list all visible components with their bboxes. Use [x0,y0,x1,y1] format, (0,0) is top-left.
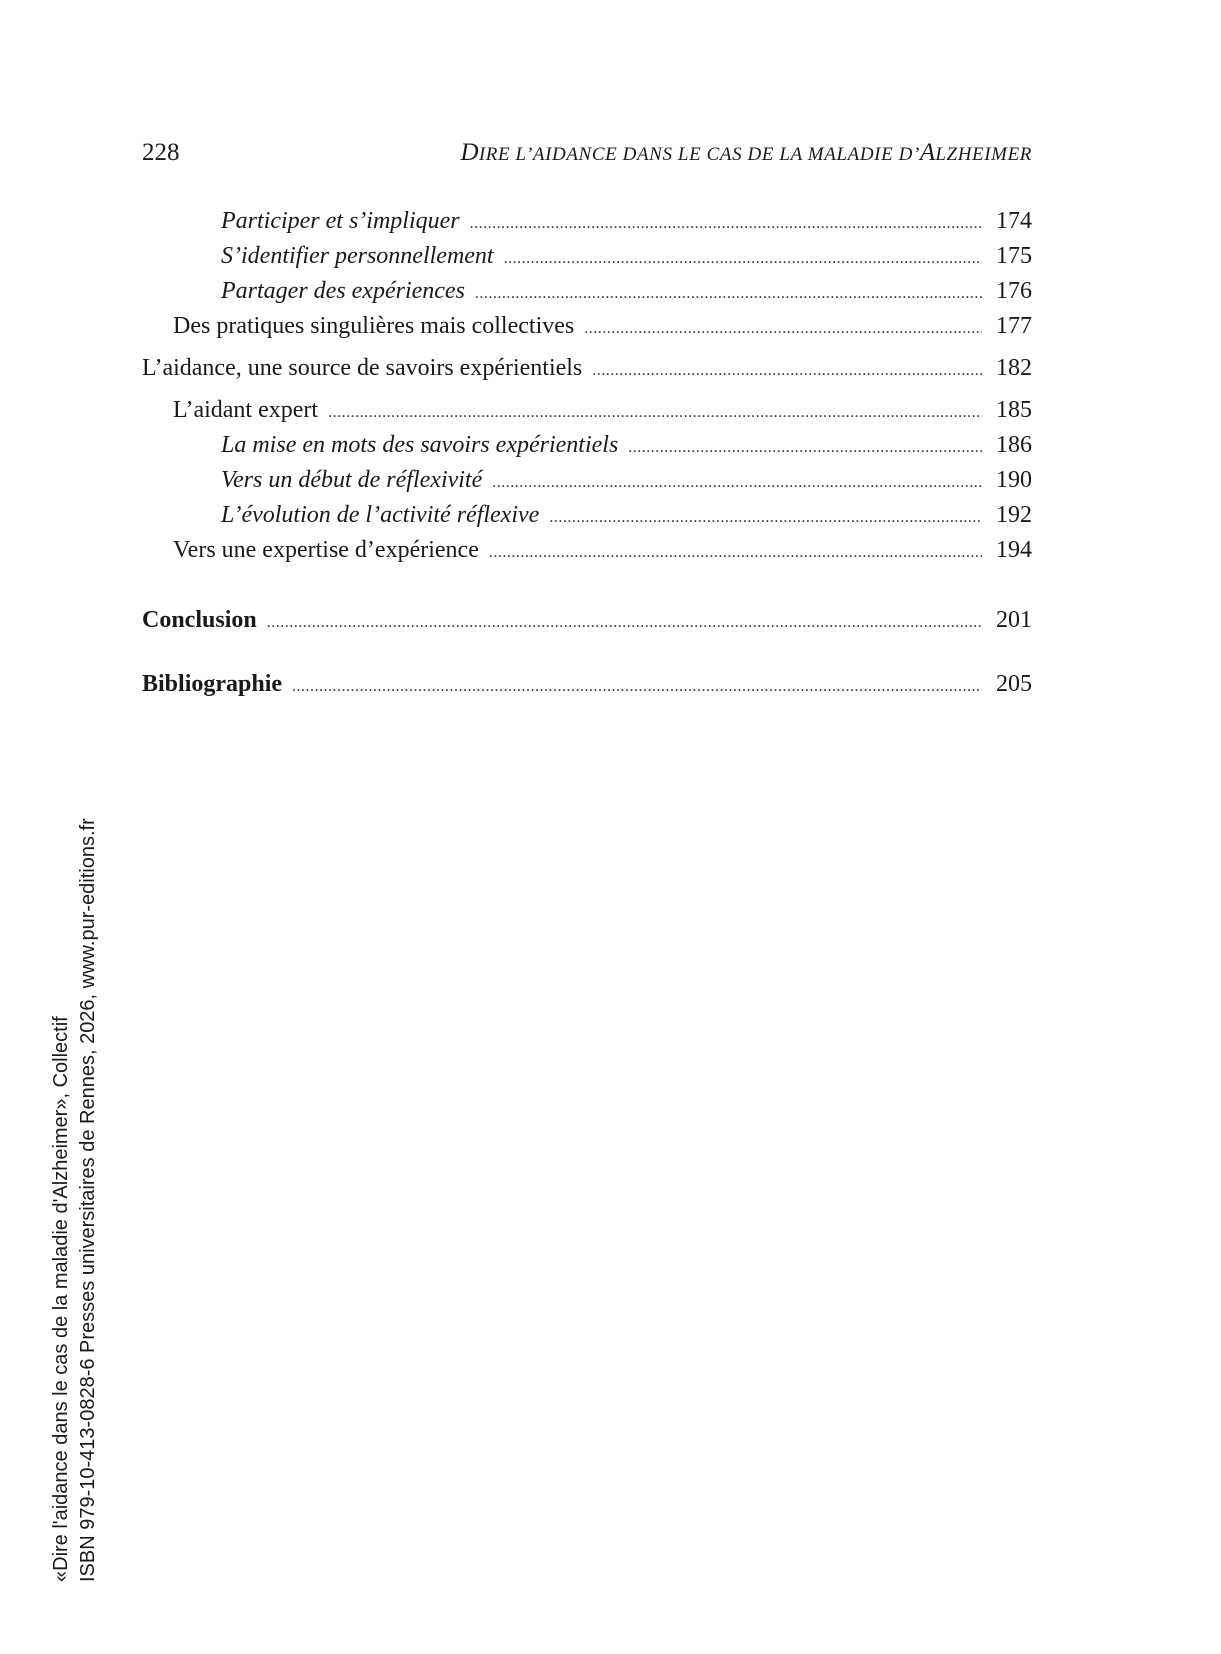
toc-entry-label: Bibliographie [142,671,283,697]
toc-dot-leader [489,537,982,569]
toc-entry-label: Vers un début de réflexivité [221,467,483,493]
page-number: 228 [142,139,180,166]
toc-entry-page: 175 [996,243,1032,269]
toc-dot-leader [328,397,982,429]
toc-dot-leader [592,355,982,387]
toc-entry-page: 185 [996,397,1032,423]
toc-entry [142,499,1032,534]
toc-entry-label: L’aidance, une source de savoirs expérientiels [142,355,583,381]
toc-entry-page: 192 [996,502,1032,528]
toc-dot-leader [475,278,982,310]
toc-entry-label: Des pratiques singulières mais collectives [173,313,575,339]
table-of-contents [142,205,1032,703]
toc-entry [142,464,1032,499]
running-title-smallcaps-1: IRE L’AIDANCE DANS LE CAS DE LA MALADIE D’ [478,144,920,165]
toc-entry-page: 201 [996,607,1032,633]
side-note-line-2: ISBN 979-10-413-0828-6 Presses universitaires de Rennes, 2026, www.pur-editions.fr [77,818,99,1582]
toc-entry-page: 194 [996,537,1032,563]
toc-entry-label: S’identifier personnellement [221,243,494,269]
toc-entry-page: 190 [996,467,1032,493]
side-note-line-1: «Dire l'aidance dans le cas de la maladie d'Alzheimer», Collectif [50,1016,72,1582]
toc-dot-leader [492,467,982,499]
toc-entry-label: Vers une expertise d’expérience [173,537,479,563]
toc-entry-page: 177 [996,313,1032,339]
toc-entry [142,205,1032,240]
toc-entry-page: 174 [996,208,1032,234]
toc-entry-label: Participer et s’impliquer [221,208,460,234]
running-title-smallcaps-2: LZHEIMER [935,144,1032,165]
toc-entry [142,429,1032,464]
toc-entry [142,352,1032,387]
toc-entry-page: 176 [996,278,1032,304]
toc-dot-leader [470,208,982,240]
toc-entry [142,275,1032,310]
toc-entry-page: 182 [996,355,1032,381]
toc-entry-label: Conclusion [142,607,257,633]
toc-dot-leader [504,243,982,275]
toc-dot-leader [292,671,982,703]
toc-entry-conclusion [142,604,1032,639]
toc-entry [142,534,1032,569]
toc-entry-label: L’aidant expert [173,397,319,423]
toc-entry-label: Partager des expériences [221,278,465,304]
running-title-initial-2: A [919,139,936,166]
toc-dot-leader [549,502,982,534]
toc-entry [142,240,1032,275]
toc-entry-label: La mise en mots des savoirs expérientiels [221,432,619,458]
toc-entry-label: L’évolution de l’activité réflexive [221,502,540,528]
toc-entry-bibliographie [142,668,1032,703]
running-title-initial-1: D [460,139,479,166]
toc-entry [142,394,1032,429]
toc-dot-leader [584,313,982,345]
toc-dot-leader [628,432,982,464]
running-title [461,136,1032,172]
toc-entry-page: 186 [996,432,1032,458]
toc-entry [142,310,1032,345]
copyright-side-note [48,692,102,1582]
toc-dot-leader [267,607,982,639]
running-head [142,136,1032,170]
toc-entry-page: 205 [996,671,1032,697]
